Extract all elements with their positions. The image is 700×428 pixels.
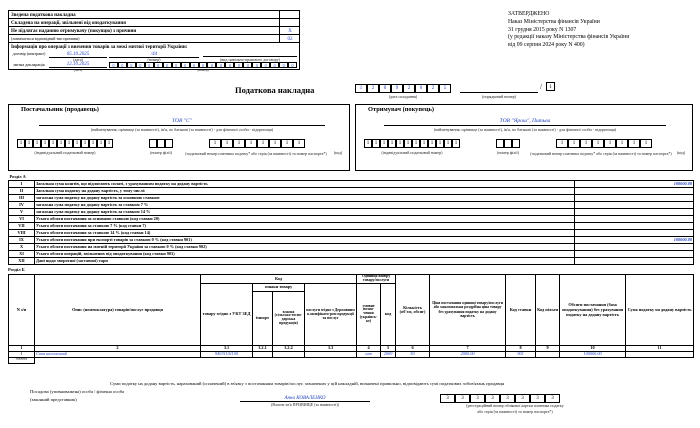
goods-table: [8, 274, 694, 364]
seller-header: Постачальник (продавець): [21, 106, 99, 113]
reason-code[interactable]: 02: [279, 35, 300, 43]
top-row-label: Зведена податкова накладна: [11, 13, 76, 18]
section-a-row-value[interactable]: [575, 222, 694, 229]
customs-digit: 0: [199, 62, 208, 68]
digit-cell: 3: [440, 394, 455, 403]
digit-cell: 1: [412, 139, 420, 148]
section-a-row: [9, 236, 694, 243]
section-a-row-num: ІІІ: [9, 194, 35, 201]
customs-label: митна декларація: [13, 62, 45, 67]
column-number: 3.2.2: [273, 345, 305, 351]
digit-cell: 1: [81, 139, 89, 148]
customs-digit: 0: [145, 62, 154, 68]
column-number: 5: [381, 345, 396, 351]
top-row: [9, 19, 300, 27]
digit-cell: 1: [269, 139, 281, 148]
digit-cell: 1: [364, 139, 372, 148]
section-a-row: [9, 229, 694, 236]
contract-date[interactable]: 05.10.2025: [49, 52, 107, 58]
col-benefit-header: Код пільги: [536, 275, 560, 346]
section-a-row: [9, 201, 694, 208]
cell-qty[interactable]: 50: [396, 351, 430, 357]
digit-cell: 1: [65, 139, 73, 148]
section-a-row-label: загальна сума податку на додану вартість за основною ставкою: [35, 194, 575, 201]
customs-date-caption: (дата): [73, 67, 83, 72]
customs-digit: 0: [207, 62, 216, 68]
buyer-branch-caption: (номер філії): [497, 150, 519, 155]
seller-name-caption: (найменування; прізвище (за наявності), ім'я, по батькові (за наявності) - для фізичної особи - підприємця): [90, 127, 274, 132]
col-code-header: Код: [201, 275, 357, 284]
digit-cell: 1: [556, 139, 568, 148]
customs-digit: 0: [181, 62, 190, 68]
column-number: 11: [626, 345, 694, 351]
col-unit-name-header: умовне позна-чення (українсь-ке): [357, 283, 381, 345]
digit-cell: 1: [209, 139, 221, 148]
section-a-row: [9, 250, 694, 257]
customs-digit: 0: [225, 62, 234, 68]
digit-cell: 1: [41, 139, 49, 148]
approval-line: 31 грудня 2015 року N 1307: [508, 26, 577, 33]
section-a-row-num: ІІ: [9, 187, 35, 194]
cell-price[interactable]: 2000.00: [430, 351, 506, 357]
column-number: 3.1: [201, 345, 253, 351]
section-a-row: [9, 243, 694, 250]
registration-caption-2: або серія (за наявності) та номер паспорта*): [477, 409, 553, 414]
top-row-label: Складена на операції, звільнені від оподаткування: [11, 21, 126, 26]
cell-unit-code[interactable]: 2009: [381, 351, 396, 357]
footer-note: Суми податку на додану вартість, нарахований (сплачений) в зв'язку з постачанням товарів/послуг, зазначених у цій накладній, визначені правильно, відповідають сумі податкових зобов'язань продавця: [110, 381, 505, 386]
serial-caption: (порядковий номер): [482, 94, 516, 99]
digit-cell: 1: [89, 139, 97, 148]
section-a-row-num: VІІ: [9, 222, 35, 229]
buyer-code-caption: (податковий номер платника податку* або серія (за наявності) та номер паспорта*): [530, 151, 672, 156]
col-num-header: N з/п: [9, 275, 35, 346]
buyer-code-cells[interactable]: [556, 139, 656, 148]
column-number: 9: [536, 345, 560, 351]
col-import-flag-header: ознаки товару: [253, 283, 305, 291]
column-number: 6: [396, 345, 430, 351]
section-a-row-num: V: [9, 208, 35, 215]
customs-number-caption: (номер): [197, 67, 209, 72]
section-a-row-value[interactable]: [575, 194, 694, 201]
seller-ipn-caption: (індивідуальний податковий номер): [34, 150, 96, 155]
section-a-row-value[interactable]: [575, 257, 694, 264]
section-a-row: [9, 187, 694, 194]
section-a-row: [9, 208, 694, 215]
col-desc-header: Опис (номенклатура) товарів/послуг продавця: [35, 275, 201, 346]
section-a-row-label: загальна сума податку на додану вартість за ставкою 14 %: [35, 208, 575, 215]
section-a-row-label: Усього обсяги постачання на митній території України за ставкою 0 % (код ставки 902): [35, 243, 575, 250]
section-a-row-value[interactable]: [575, 243, 694, 250]
col-uktzed-header: товару згідно з УКТ ЗЕД: [201, 283, 253, 345]
digit-cell: 1: [428, 139, 436, 148]
col-price-header: Ціна постачання одиниці товару/послуги або максимальна роздрібна ціна товару без урахування податку на додану вартість: [430, 275, 506, 346]
customs-digit: 0: [216, 62, 225, 68]
extra-row-mark: 999999: [9, 357, 35, 363]
digit-cell: 0: [415, 84, 427, 93]
col-vat-header: Сума податку на додану вартість: [626, 275, 694, 346]
buyer-ipn-caption: (індивідуальний податковий номер): [381, 150, 443, 155]
section-a-row-label: Дані щодо зворотної (заставної) тари: [35, 257, 575, 264]
digit-cell: 1: [17, 139, 25, 148]
section-a-row-value[interactable]: 100000.00: [575, 180, 694, 187]
customs-digit: 0: [163, 62, 172, 68]
approval-block: [508, 11, 698, 50]
section-a-row: [9, 180, 694, 187]
customs-digit: 0: [252, 62, 261, 68]
customs-digit: 0: [109, 62, 118, 68]
digit-cell: 1: [355, 84, 367, 93]
date-caption: (дата складання): [388, 94, 418, 99]
customs-digit: 0: [270, 62, 279, 68]
top-row-label: (зазначається відповідний тип причини): [11, 36, 80, 41]
digit-cell: 3: [470, 394, 485, 403]
top-row-label: Не підлягає наданню отримувачу (покупцю) з причини: [11, 29, 137, 34]
customs-digit: 0: [288, 62, 297, 68]
digit-cell: 1: [452, 139, 460, 148]
digit-cell: 1: [73, 139, 81, 148]
digit-cell: 1: [640, 139, 652, 148]
section-a-row-label: Загальна сума податку на додану вартість, у тому числі:: [35, 187, 575, 194]
digit-cell: 9: [391, 84, 403, 93]
col-unit-header: Одиниця виміру товару/послуги: [357, 275, 396, 284]
cell-desc[interactable]: Сока насиченний: [35, 351, 201, 357]
signer-label: Посадова (уповноважена) особа / фізична особа: [30, 389, 125, 394]
seller-code-caption: (податковий номер платника податку* або серія (за наявності) та номер паспорта*): [185, 151, 327, 156]
digit-cell: 1: [245, 139, 257, 148]
section-a-row-label: Усього обсяги постачання за ставкою 7 % (код ставки 7): [35, 222, 575, 229]
customs-digit: 0: [172, 62, 181, 68]
column-number: 10: [560, 345, 626, 351]
section-a-row-num: ІV: [9, 201, 35, 208]
section-a-row-value[interactable]: 100000.00: [575, 236, 694, 243]
digit-cell: 3: [455, 394, 470, 403]
section-a-row-num: ХІ: [9, 250, 35, 257]
contract-number-caption: (номер): [147, 57, 161, 62]
section-a-row-label: Загальна сума коштів, що підлягають сплаті, з урахуванням податку на додану вартість: [35, 180, 575, 187]
col-unit-code-header: код: [381, 283, 396, 345]
section-a-row-label: загальна сума податку на додану вартість за ставкою 7 %: [35, 201, 575, 208]
section-a-row-num: І: [9, 180, 35, 187]
digit-cell: 3: [530, 394, 545, 403]
registration-cells[interactable]: [440, 394, 560, 403]
column-number: 1: [9, 345, 35, 351]
cell-uktzed[interactable]: 94031101100: [201, 351, 253, 357]
digit-cell: 1: [568, 139, 580, 148]
contract-date-caption: (дата): [73, 57, 83, 62]
digit-cell: 1: [396, 139, 404, 148]
digit-cell: 2: [427, 84, 439, 93]
digit-cell: 5: [439, 84, 451, 93]
top-row: [9, 35, 300, 43]
digit-cell: 1: [436, 139, 444, 148]
section-a-row-label: Усього обсяги постачання за основною ставкою (код ставки 20): [35, 215, 575, 222]
section-a-row-num: Х: [9, 243, 35, 250]
section-a-row-value[interactable]: [575, 215, 694, 222]
digit-cell: 1: [616, 139, 628, 148]
digit-cell: 1: [580, 139, 592, 148]
customs-digit: 0: [154, 62, 163, 68]
digit-cell: 1: [25, 139, 33, 148]
section-a-row-value[interactable]: [575, 250, 694, 257]
top-row: [9, 11, 300, 19]
customs-digit: 0: [136, 62, 145, 68]
digit-cell: 1: [592, 139, 604, 148]
table-row: [9, 357, 694, 363]
buyer-name-caption: (найменування; прізвище (за наявності), ім'я, по батькові (за наявності) - для фізичної особи - підприємця): [433, 127, 617, 132]
digit-cell: 1: [281, 139, 293, 148]
date-cells[interactable]: [355, 84, 451, 93]
column-number: 2: [35, 345, 201, 351]
digit-cell: 1: [444, 139, 452, 148]
section-a-row: [9, 222, 694, 229]
section-a-row-num: VІ: [9, 215, 35, 222]
digit-cell: 1: [57, 139, 65, 148]
section-a-row-value[interactable]: [575, 229, 694, 236]
cell-total[interactable]: 100000.00: [560, 351, 626, 357]
digit-cell: 0: [379, 84, 391, 93]
checkbox[interactable]: [279, 11, 300, 19]
digit-cell: 1: [293, 139, 305, 148]
cell-unit[interactable]: шт: [357, 351, 381, 357]
section-a-row-value[interactable]: [575, 208, 694, 215]
document-title: Податкова накладна: [235, 85, 315, 95]
buyer-block: [355, 104, 693, 171]
section-b-title: Розділ Б: [8, 267, 25, 272]
export-info: Інформація про операції з ввезення товарів за межі митної території України:: [11, 45, 188, 50]
digit-cell: 1: [233, 139, 245, 148]
digit-cell: 1: [33, 139, 41, 148]
col-excise-header: власна (сільсько-госпо-дарська продукція): [273, 291, 305, 345]
column-number: 7: [430, 345, 506, 351]
digit-cell: 2: [403, 84, 415, 93]
registration-caption: (реєстраційний номер облікової картки платника податку: [466, 403, 564, 408]
customs-date[interactable]: 12.10.2025: [49, 62, 107, 68]
col-rate-header: Код ставки: [506, 275, 536, 346]
section-a-row: [9, 194, 694, 201]
top-box: [8, 10, 300, 70]
contract-type-caption: (вид цивільно-правового договору): [220, 57, 280, 62]
column-number: 3.2.1: [253, 345, 273, 351]
contract-label: договір (контракт): [12, 51, 46, 56]
section-a-row-num: ІХ: [9, 236, 35, 243]
customs-digit: 0: [190, 62, 199, 68]
digit-cell: 1: [221, 139, 233, 148]
seller-name[interactable]: ТОВ "С": [39, 119, 325, 126]
serial-number-cell[interactable]: 1: [546, 82, 555, 91]
digit-cell: 3: [485, 394, 500, 403]
digit-cell: 1: [97, 139, 105, 148]
digit-cell: 1: [105, 139, 113, 148]
col-service-header: послуги згідно з Державним класифікато-ром продукції та послуг: [305, 283, 357, 345]
section-a-row-num: VІІІ: [9, 229, 35, 236]
contract-number[interactable]: /44: [109, 52, 199, 58]
col-qty-header: Кількість (об'єм, обсяг): [396, 275, 430, 346]
customs-digit: 0: [261, 62, 270, 68]
section-a-row-label: Усього обсяги постачання при експорті товарів за ставкою 0 % (код ставки 901): [35, 236, 575, 243]
digit-cell: 1: [49, 139, 57, 148]
digit-cell: 2: [367, 84, 379, 93]
checkbox[interactable]: [279, 19, 300, 27]
seller-code-cells[interactable]: [209, 139, 309, 148]
seller-branch-cells[interactable]: [149, 139, 173, 148]
approval-line: від 09 серпня 2024 року N 400): [508, 42, 585, 49]
approval-title: ЗАТВЕРДЖЕНО: [508, 11, 550, 17]
digit-cell: 1: [420, 139, 428, 148]
digit-cell: 3: [545, 394, 560, 403]
digit-cell: 3: [500, 394, 515, 403]
section-a-row: [9, 257, 694, 264]
customs-digit: 0: [279, 62, 288, 68]
digit-cell: 1: [404, 139, 412, 148]
seller-branch-caption: (номер філії): [150, 150, 172, 155]
column-number: 3.3: [305, 345, 357, 351]
customs-digit: 0: [234, 62, 243, 68]
section-a-row-value[interactable]: [575, 187, 694, 194]
seller-ipn-cells[interactable]: [17, 139, 113, 148]
section-a: [8, 174, 693, 265]
section-b: [8, 268, 693, 364]
buyer-ipn-cells[interactable]: [364, 139, 460, 148]
signer-caption: (Власне ім'я ПРІЗВИЩЕ (за наявності)): [270, 402, 340, 407]
serial-slash: /: [540, 83, 542, 91]
signer-sub: (законний представник): [30, 397, 77, 402]
buyer-header: Отримувач (покупець): [368, 106, 435, 113]
customs-digit: 0: [127, 62, 136, 68]
digit-cell: 1: [388, 139, 396, 148]
cell-num: 1: [9, 351, 35, 357]
digit-cell: 1: [628, 139, 640, 148]
section-a-row: [9, 215, 694, 222]
section-a-title: Розділ А: [9, 174, 694, 180]
top-row: [9, 27, 300, 35]
col-import-header: імпорт: [253, 291, 273, 345]
column-number: 4: [357, 345, 381, 351]
approval-line: (у редакції наказу Міністерства фінансів України: [508, 34, 630, 41]
cell-rate[interactable]: 901: [506, 351, 536, 357]
digit-cell: 1: [372, 139, 380, 148]
signer-name[interactable]: Анна КОВАЛЕНКО: [240, 396, 370, 402]
checkbox-mark[interactable]: X: [279, 27, 300, 35]
customs-digit: 0: [243, 62, 252, 68]
section-a-row-label: Усього обсяги постачання за ставкою 14 % (код ставки 14): [35, 229, 575, 236]
customs-digit: 0: [118, 62, 127, 68]
digit-cell: 3: [515, 394, 530, 403]
column-number: 8: [506, 345, 536, 351]
section-a-row-value[interactable]: [575, 201, 694, 208]
digit-cell: 1: [604, 139, 616, 148]
buyer-branch-cells[interactable]: [496, 139, 520, 148]
col-total-header: Обсяги постачання (база оподаткування) без урахування податку на додану вартість: [560, 275, 626, 346]
serial-number-field[interactable]: [460, 86, 538, 93]
digit-cell: 1: [257, 139, 269, 148]
section-a-row-num: ХІІ: [9, 257, 35, 264]
seller-code-suffix: (код): [333, 150, 343, 155]
digit-cell: 1: [380, 139, 388, 148]
buyer-name[interactable]: ТОВ "Ярош", Питьва: [384, 119, 666, 126]
section-a-row-label: Усього обсяги операцій, звільнених від оподаткування (код ставки 903): [35, 250, 575, 257]
seller-block: [8, 104, 350, 171]
approval-line: Наказ Міністерства фінансів України: [508, 18, 600, 25]
buyer-code-suffix: (код): [676, 150, 686, 155]
